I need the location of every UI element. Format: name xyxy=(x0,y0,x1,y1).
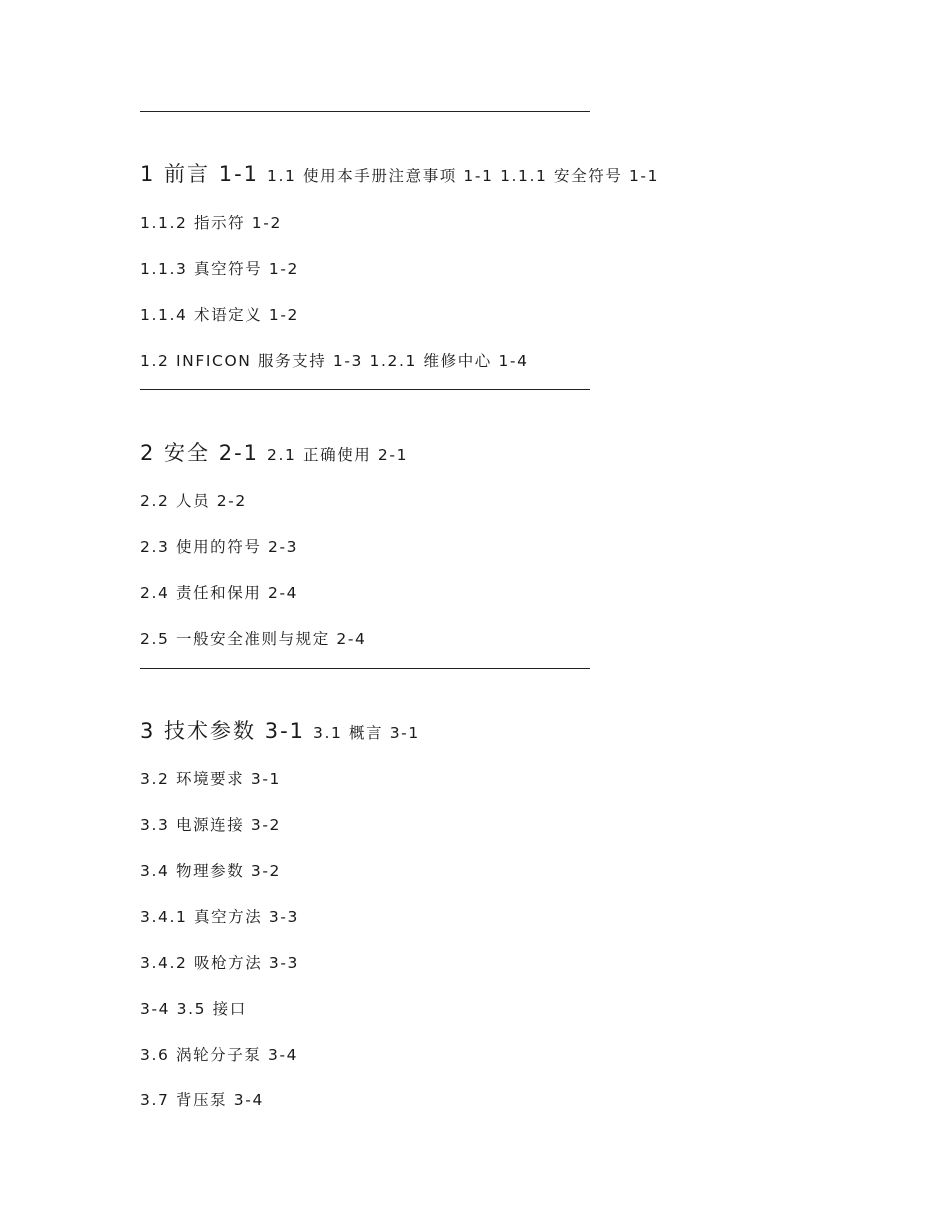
toc-chapter-heading xyxy=(140,717,420,747)
chapter-title: 1 前言 1-1 xyxy=(140,162,260,186)
toc-entry: 2.2 人员 2-2 xyxy=(140,492,247,510)
toc-chapter-heading xyxy=(140,439,408,469)
toc-entry: 3.1 概言 3-1 xyxy=(313,724,420,742)
toc-entry: 3.3 电源连接 3-2 xyxy=(140,816,282,834)
toc-entry: 3.6 涡轮分子泵 3-4 xyxy=(140,1046,299,1064)
toc-entry: 3-4 3.5 接口 xyxy=(140,1000,247,1018)
toc-entry: 3.4 物理参数 3-2 xyxy=(140,862,282,880)
section-divider xyxy=(140,668,590,669)
section-divider xyxy=(140,111,590,112)
toc-chapter-heading xyxy=(140,160,659,190)
toc-entry: 1.1 使用本手册注意事项 1-1 1.1.1 安全符号 1-1 xyxy=(267,167,660,185)
section-divider xyxy=(140,389,590,390)
toc-entry: 1.1.4 术语定义 1-2 xyxy=(140,306,300,324)
toc-entry: 2.1 正确使用 2-1 xyxy=(267,446,409,464)
chapter-title: 3 技术参数 3-1 xyxy=(140,719,306,743)
toc-entry: 1.1.3 真空符号 1-2 xyxy=(140,260,300,278)
toc-entry: 1.2 INFICON 服务支持 1-3 1.2.1 维修中心 1-4 xyxy=(140,352,529,370)
toc-entry: 3.4.1 真空方法 3-3 xyxy=(140,908,300,926)
toc-entry: 2.5 一般安全准则与规定 2-4 xyxy=(140,630,367,648)
toc-entry: 2.3 使用的符号 2-3 xyxy=(140,538,299,556)
toc-entry: 2.4 责任和保用 2-4 xyxy=(140,584,299,602)
toc-entry: 1.1.2 指示符 1-2 xyxy=(140,214,282,232)
chapter-title: 2 安全 2-1 xyxy=(140,441,260,465)
toc-entry: 3.2 环境要求 3-1 xyxy=(140,770,282,788)
toc-entry: 3.4.2 吸枪方法 3-3 xyxy=(140,954,300,972)
toc-entry: 3.7 背压泵 3-4 xyxy=(140,1091,264,1109)
